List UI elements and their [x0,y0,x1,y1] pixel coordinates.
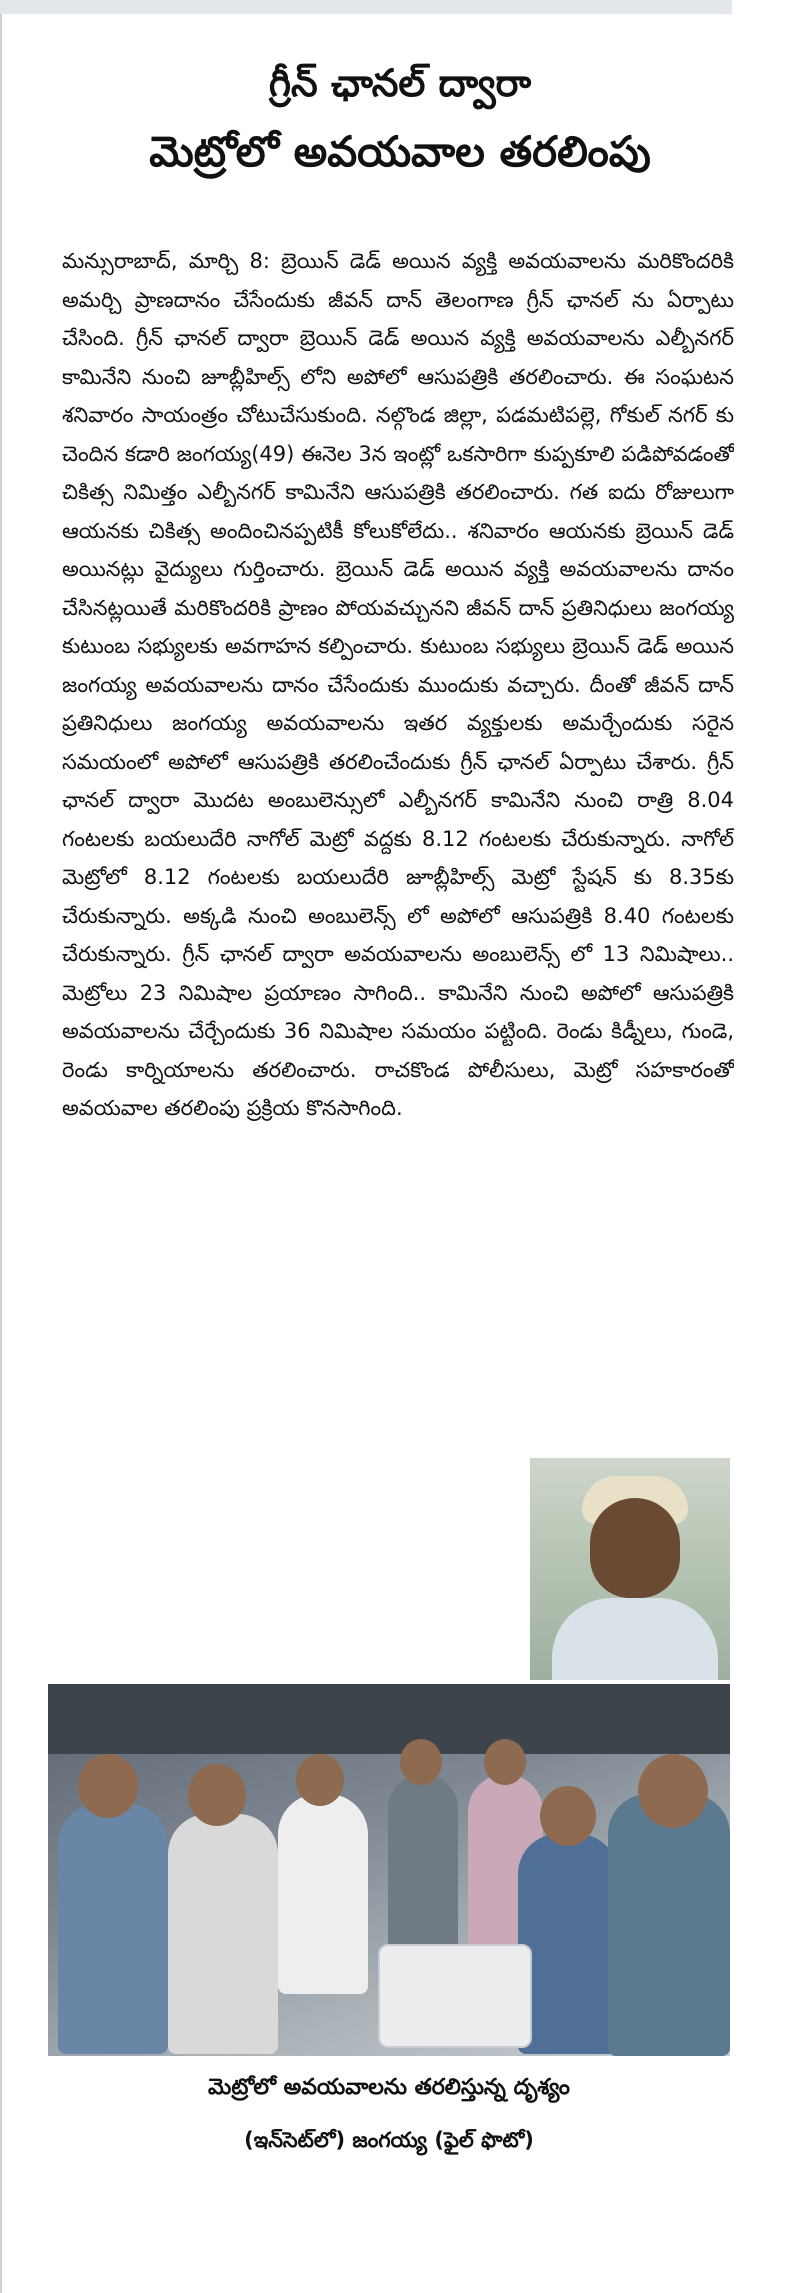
inset-photo-shirt [552,1598,718,1680]
photo-person [278,1794,368,1994]
headline-line-2: మెట్రోలో అవయవాల తరలింపు [149,127,651,176]
photo-person-head [400,1739,442,1785]
photo-person-head [296,1754,344,1806]
photo-person [388,1774,458,1964]
photo-person [58,1804,168,2054]
headline-line-1: గ్రీన్ ఛానల్ ద్వారా [268,61,532,105]
inset-photo-face [590,1498,680,1598]
photo-person-head [540,1786,596,1846]
inset-photo-jangaiah [530,1458,730,1680]
photo-person-head [188,1764,246,1826]
photo-person-head [78,1754,138,1818]
photo-person-head [484,1739,526,1785]
metro-organ-transport-photo [48,1684,730,2056]
photo-person-head [638,1754,708,1828]
inset-caption: (ఇన్‌సెట్‌లో) జంగయ్య (ఫైల్ ఫొటో) [244,2128,534,2152]
article-body [62,242,734,1128]
photo-person [518,1834,618,2054]
photo-metro-ceiling [48,1684,730,1754]
photo-person [608,1794,730,2056]
photo-person [168,1814,278,2054]
article-paragraph: మన్సురాబాద్, మార్చి 8: బ్రెయిన్ డెడ్ అయిన వ్యక్తి అవయవాలను మరికొందరికి అమర్చి ప్రాణదానం చేసేందుకు జీవన్ దాన్ తెలంగాణ గ్రీన్ ఛానల్ ను ఏర్పాటు చేసింది. గ్రీన్ ఛానల్ ద్వారా బ్రెయిన్ డెడ్ అయిన వ్యక్తి అవయవాలను ఎల్బీనగర్ కామినేని నుంచి జూబ్లీహిల్స్ లోని అపోలో ఆసుపత్రికి తరలించారు. ఈ సంఘటన శనివారం సాయంత్రం చోటుచేసుకుంది. నల్గొండ జిల్లా, పడమటిపల్లె, గోకుల్ నగర్ కు చెందిన కడారి జంగయ్య(49) ఈనెల 3న ఇంట్లో ఒకసారిగా కుప్పకూలి పడిపోవడంతో చికిత్స నిమిత్తం ఎల్బీనగర్ కామినేని ఆసుపత్రికి తరలించారు. గత ఐదు రోజులుగా ఆయనకు చికిత్స అందించినప్పటికీ కోలుకోలేదు.. శనివారం ఆయనకు బ్రెయిన్ డెడ్ అయినట్లు వైద్యులు గుర్తించారు. బ్రెయిన్ డెడ్ అయిన వ్యక్తి అవయవాలను దానం చేసినట్లయితే మరికొందరికి ప్రాణం పోయవచ్చునని జీవన్ దాన్ ప్రతినిధులు జంగయ్య కుటుంబ సభ్యులకు అవగాహన కల్పించారు. కుటుంబ సభ్యులు బ్రెయిన్ డెడ్ అయిన జంగయ్య అవయవాలను దానం చేసేందుకు ముందుకు వచ్చారు. దీంతో జీవన్ దాన్ ప్రతినిధులు జంగయ్య అవయవాలను ఇతర వ్యక్తులకు అమర్చేందుకు సరైన సమయంలో అపోలో ఆసుపత్రికి తరలించేందుకు గ్రీన్ ఛానల్ ఏర్పాటు చేశారు. గ్రీన్ ఛానల్ ద్వారా మొదట అంబులెన్సులో ఎల్బీనగర్ కామినేని నుంచి రాత్రి 8.04 గంటలకు బయలుదేరి నాగోల్ మెట్రో వద్దకు 8.12 గంటలకు చేరుకున్నారు. నాగోల్ మెట్రోలో 8.12 గంటలకు బయలుదేరి జూబ్లీహిల్స్ మెట్రో స్టేషన్ కు 8.35కు చేరుకున్నారు. అక్కడి నుంచి అంబులెన్స్ లో అపోలో ఆసుపత్రికి 8.40 గంటలకు చేరుకున్నారు. గ్రీన్ ఛానల్ ద్వారా అవయవాలను అంబులెన్స్ లో 13 నిమిషాలు.. మెట్రోలు 23 నిమిషాల ప్రయాణం సాగింది.. కామినేని నుంచి అపోలో ఆసుపత్రికి అవయవాలను చేర్చేందుకు 36 నిమిషాల సమయం పట్టింది. రెండు కిడ్నీలు, గుండె, రెండు కార్నియాలను తరలించారు. రాచకొండ పోలీసులు, మెట్రో సహకారంతో అవయవాల తరలింపు ప్రక్రియ కొనసాగింది. [62,249,734,1120]
photo-caption: మెట్రోలో అవయవాలను తరలిస్తున్న దృశ్యం [208,2075,570,2100]
column-divider [0,14,2,2293]
organ-transport-cooler [378,1944,532,2048]
page-top-bar [0,0,732,14]
